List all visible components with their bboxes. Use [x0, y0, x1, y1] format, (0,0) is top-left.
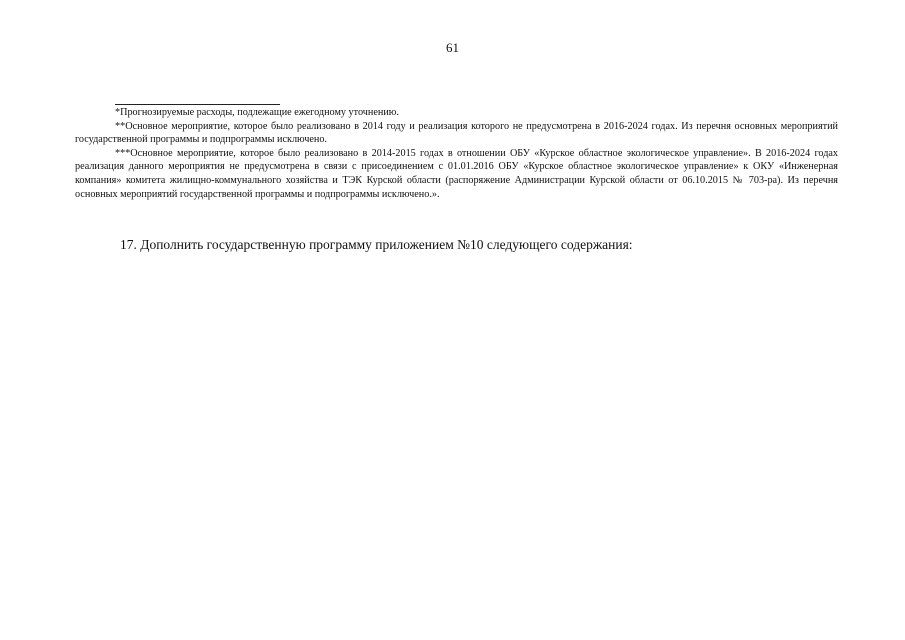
- main-paragraph: 17. Дополнить государственную программу приложением №10 следующего содержания:: [120, 237, 633, 252]
- footnote-2: **Основное мероприятие, которое было реализовано в 2014 году и реализация которого не предусмотрена в 2016-2024 годах. Из перечня основных мероприятий государственной программы и подпрограммы исключено.: [75, 120, 838, 146]
- footnote-1: *Прогнозируемые расходы, подлежащие ежегодному уточнению.: [115, 107, 399, 118]
- page-number: 61: [446, 40, 459, 55]
- footnote-3: ***Основное мероприятие, которое было реализовано в 2014-2015 годах в отношении ОБУ «Курское областное экологическое управление». В 2016-2024 годах реализация данного мероприятия не предусмотрена в связи с присоединением с 01.01.2016 ОБУ «Курское областное экологическое управление» к ОКУ «Инженерная компания» комитета жилищно-коммунального хозяйства и ТЭК Курской области (распоряжение Администрации Курской области от 06.10.2015 № 703-ра). Из перечня основных мероприятий государственной программы и подпрограммы исключено.».: [75, 147, 838, 200]
- footnote-separator: [115, 104, 280, 105]
- footnotes-block: [75, 106, 838, 201]
